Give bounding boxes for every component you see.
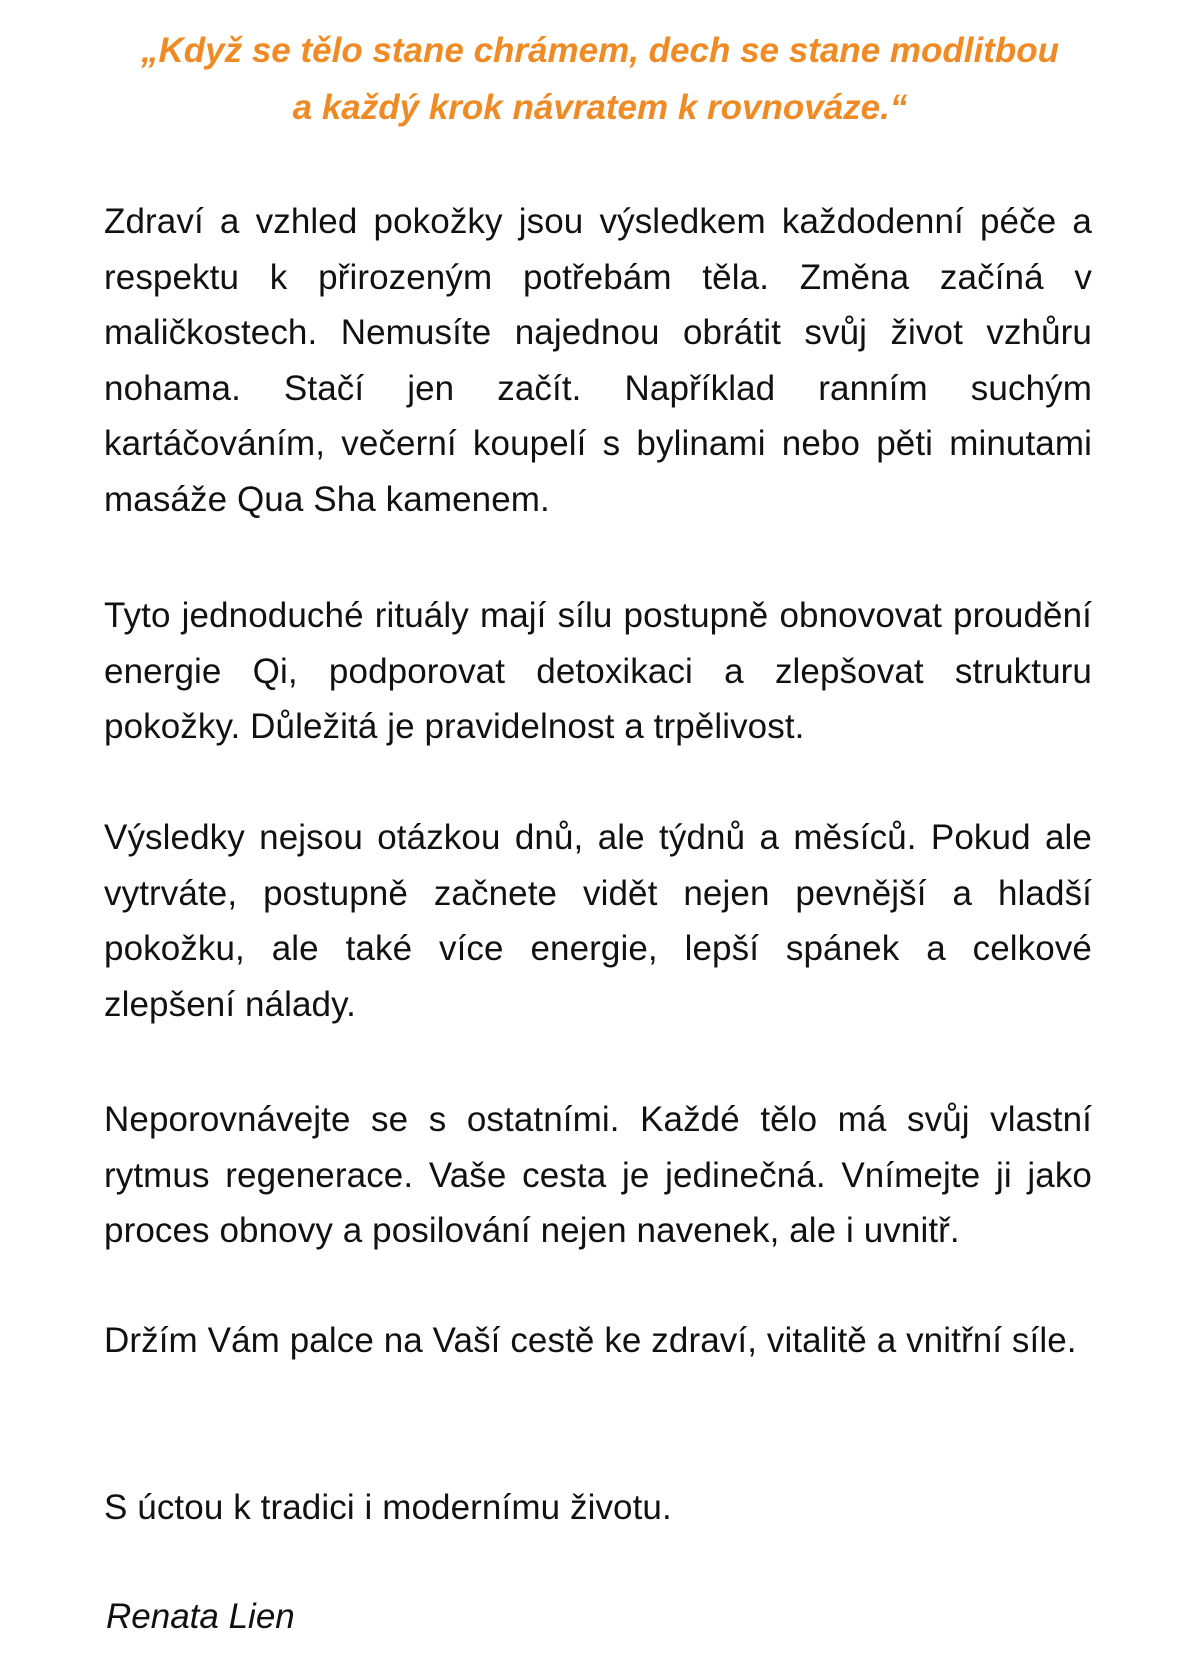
quote-line-1: „Když se tělo stane chrámem, dech se stane modlitbou [140,31,1060,70]
paragraph-skin-care: Zdraví a vzhled pokožky jsou výsledkem každodenní péče a respektu k přirozeným potřebám těla. Změna začíná v maličkostech. Nemusíte najednou obrátit svůj život vzhůru nohama. Stačí jen začít. Například ranním suchým kartáčováním, večerní koupelí s bylinami nebo pěti minutami masáže Qua Sha kamenem. [104,202,1092,519]
paragraph-comparison: Neporovnávejte se s ostatními. Každé tělo má svůj vlastní rytmus regenerace. Vaše cesta je jedinečná. Vnímejte ji jako proces obnovy a posilování nejen navenek, ale i uvnitř. [104,1100,1092,1250]
paragraph-rituals: Tyto jednoduché rituály mají sílu postupně obnovovat proudění energie Qi, podporovat detoxikaci a zlepšovat strukturu pokožky. Důležitá je pravidelnost a trpělivost. [104,596,1092,746]
signature: Renata Lien [106,1597,295,1636]
paragraph-closing: S úctou k tradici i modernímu životu. [104,1488,672,1527]
quote-line-2: a každý krok návratem k rovnováze.“ [292,88,908,127]
paragraph-wishes: Držím Vám palce na Vaší cestě ke zdraví, vitalitě a vnitřní síle. [104,1321,1077,1360]
paragraph-results: Výsledky nejsou otázkou dnů, ale týdnů a měsíců. Pokud ale vytrváte, postupně začnete vidět nejen pevnější a hladší pokožku, ale také více energie, lepší spánek a celkové zlepšení nálady. [104,818,1092,1024]
opening-quote [60,22,1140,136]
